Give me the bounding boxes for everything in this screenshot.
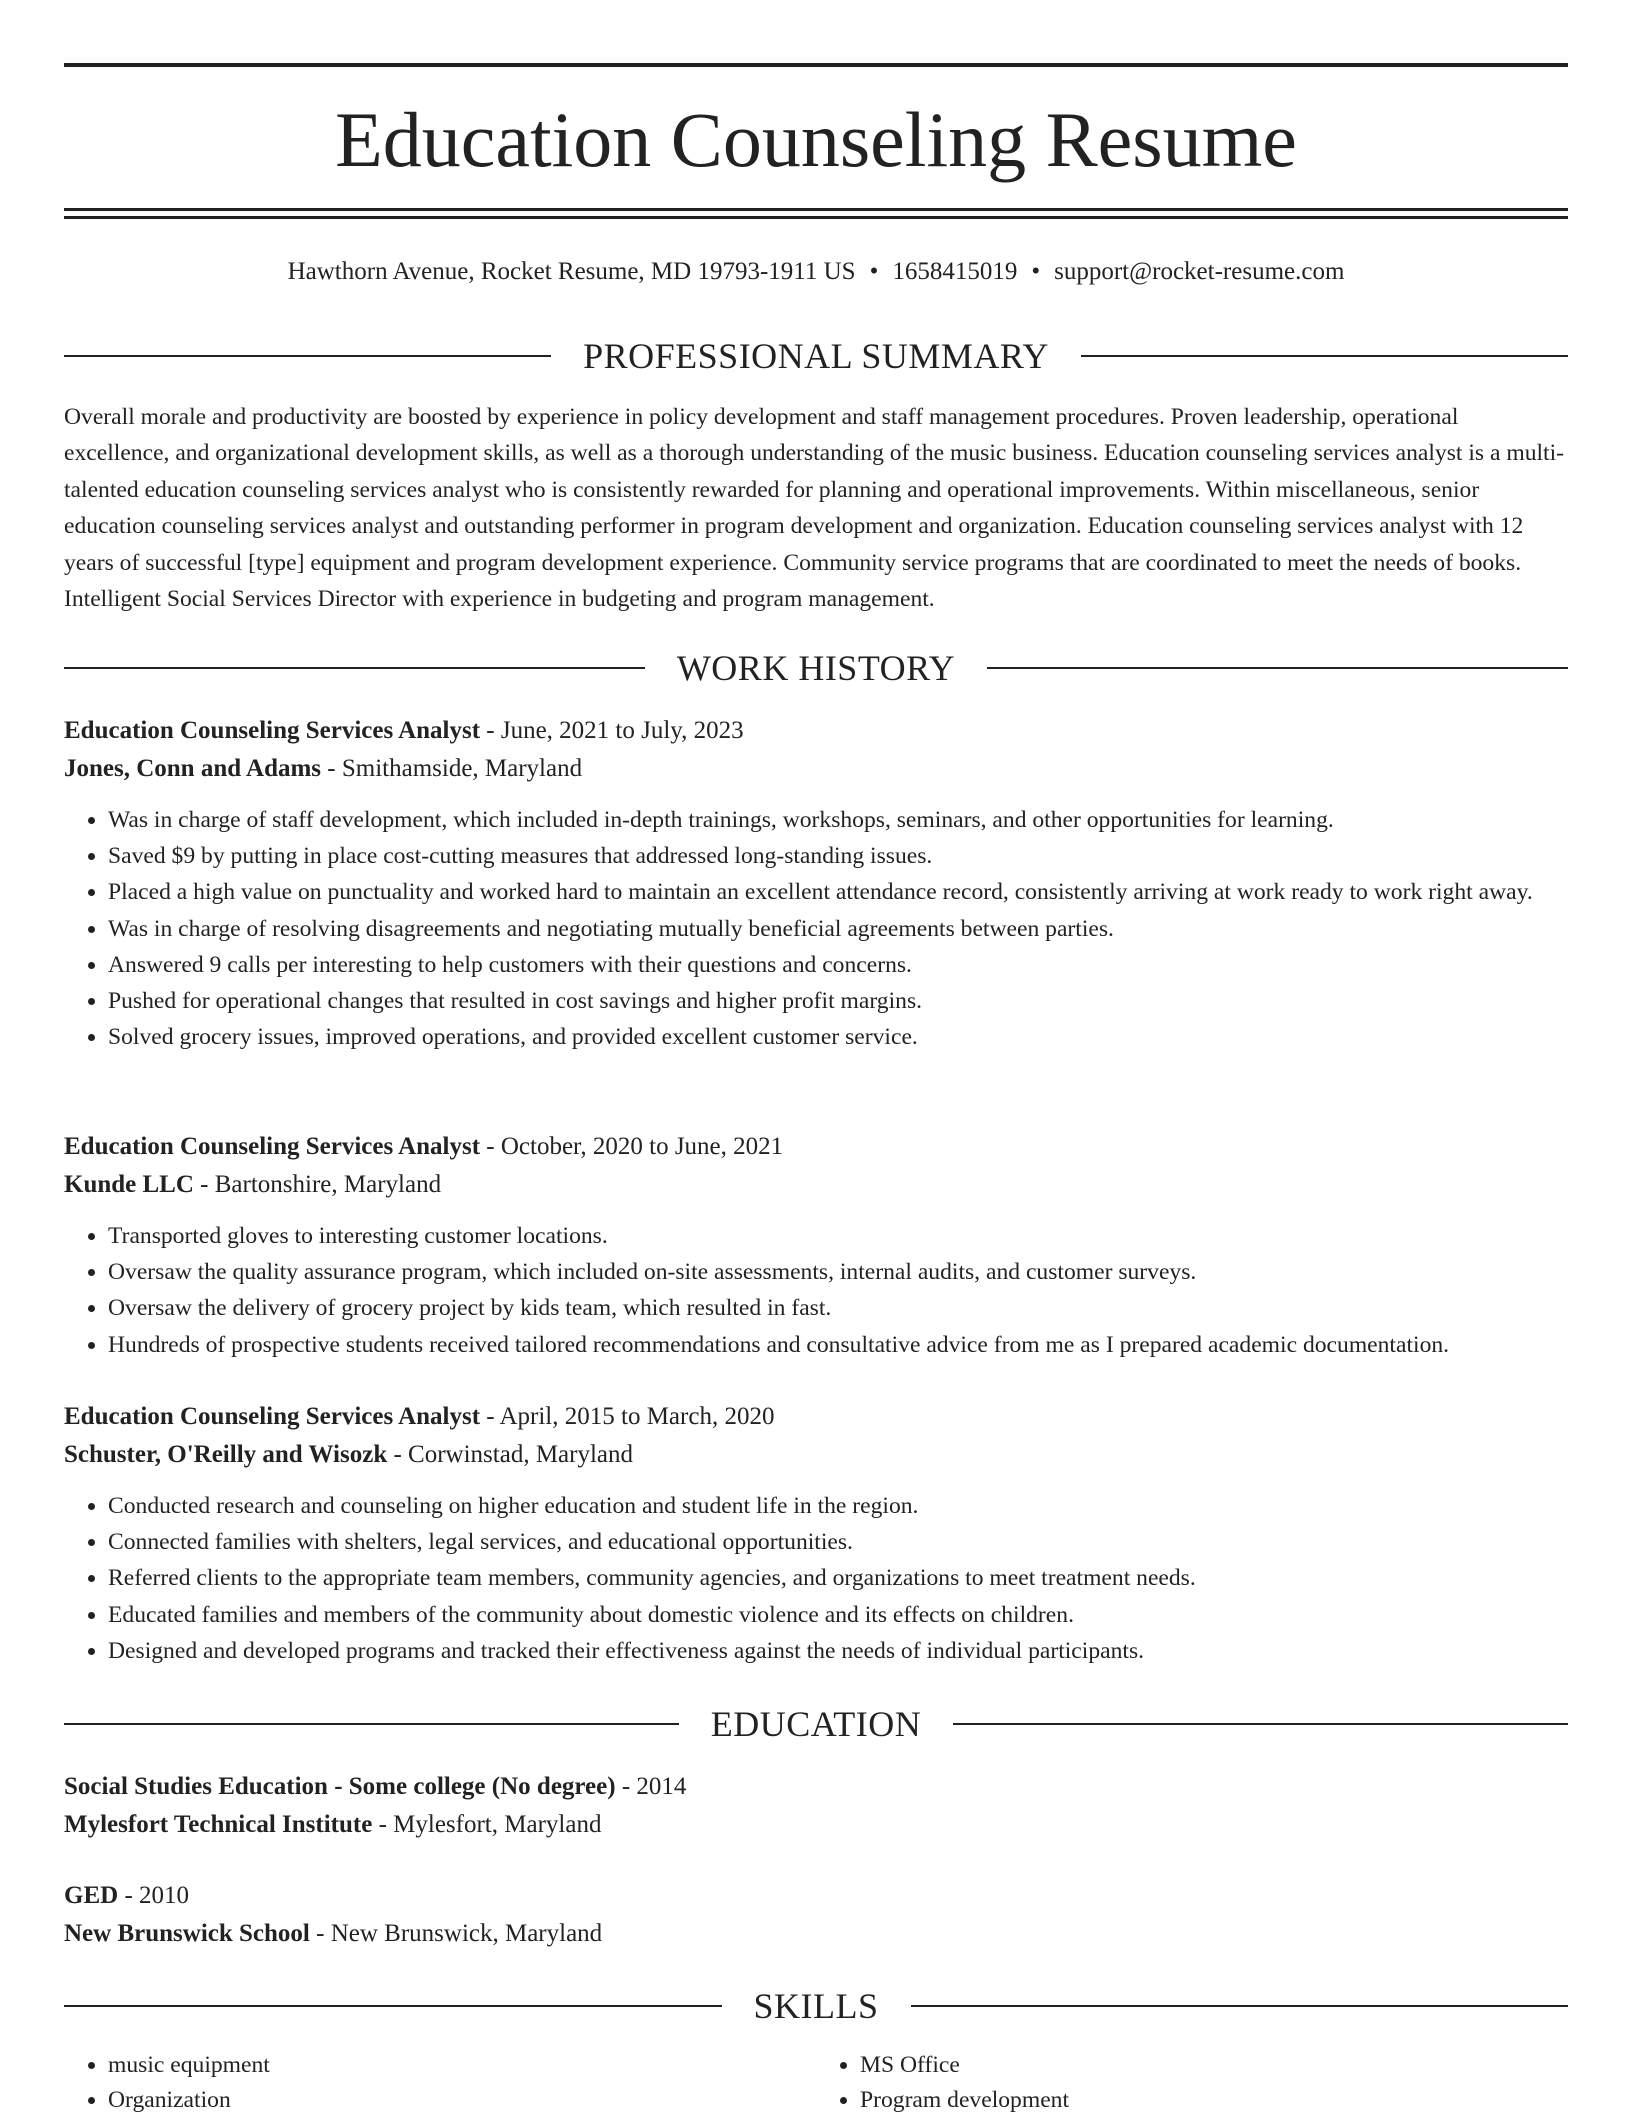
- job-title: Education Counseling Services Analyst: [64, 1133, 481, 1160]
- heading-rule: [64, 667, 645, 669]
- job-dates: - June, 2021 to July, 2023: [480, 717, 744, 744]
- job-title-line: [64, 1128, 1568, 1166]
- job-location: - Corwinstad, Maryland: [387, 1441, 634, 1468]
- job-dates: - October, 2020 to June, 2021: [480, 1133, 784, 1160]
- list-item: • Referred clients to the appropriate team members, community agencies, and organizations to meet treatment needs.: [108, 1560, 1568, 1596]
- contact-phone: 1658415019: [892, 258, 1018, 285]
- title-rule-lower: [64, 216, 1568, 219]
- skills-column-right: [816, 2048, 1568, 2118]
- section-heading-education: [64, 1702, 1568, 1746]
- title-rule-upper: [64, 208, 1568, 211]
- list-item: • Solved grocery issues, improved operations, and provided excellent customer service.: [108, 1019, 1568, 1055]
- section-title: SKILLS: [753, 1986, 879, 2026]
- skill-item: • MS Office: [860, 2048, 1568, 2083]
- heading-rule: [64, 1723, 679, 1725]
- heading-rule: [987, 667, 1568, 669]
- job-dates: - April, 2015 to March, 2020: [480, 1403, 775, 1430]
- resume-title: Education Counseling Resume: [335, 96, 1297, 183]
- school: Mylesfort Technical Institute: [64, 1811, 373, 1838]
- job-company-line: [64, 750, 1568, 788]
- school: New Brunswick School: [64, 1920, 310, 1947]
- list-item: • Conducted research and counseling on higher education and student life in the region.: [108, 1488, 1568, 1524]
- list-item: • Designed and developed programs and tracked their effectiveness against the needs of individual participants.: [108, 1633, 1568, 1669]
- skill-item: • music equipment: [108, 2048, 816, 2083]
- list-item: • Was in charge of staff development, which included in-depth trainings, workshops, seminars, and other opportunities for learning.: [108, 802, 1568, 838]
- section-heading-work: [64, 646, 1568, 690]
- degree-year: - 2014: [615, 1773, 687, 1800]
- job-bullets: [64, 1488, 1568, 1669]
- list-item: • Hundreds of prospective students received tailored recommendations and consultative advice from me as I prepared academic documentation.: [108, 1327, 1568, 1363]
- section-heading-skills: [64, 1984, 1568, 2028]
- school-line: [64, 1806, 1568, 1844]
- heading-rule: [953, 1723, 1568, 1725]
- degree-line: [64, 1877, 1568, 1915]
- degree: GED: [64, 1882, 119, 1909]
- job-location: - Smithamside, Maryland: [321, 755, 583, 782]
- list-item: • Was in charge of resolving disagreements and negotiating mutually beneficial agreements between parties.: [108, 911, 1568, 947]
- contact-separator: •: [1031, 258, 1041, 285]
- list-item: • Connected families with shelters, legal services, and educational opportunities.: [108, 1524, 1568, 1560]
- section-title: PROFESSIONAL SUMMARY: [583, 336, 1049, 376]
- list-item: • Transported gloves to interesting customer locations.: [108, 1218, 1568, 1254]
- job-bullets: [64, 802, 1568, 1055]
- list-item: • Placed a high value on punctuality and worked hard to maintain an excellent attendance record, consistently arriving at work ready to work right away.: [108, 874, 1568, 910]
- list-item: • Educated families and members of the community about domestic violence and its effects on children.: [108, 1597, 1568, 1633]
- degree-line: [64, 1768, 1568, 1806]
- job-title-line: [64, 712, 1568, 750]
- contact-email: support@rocket-resume.com: [1054, 258, 1345, 285]
- skill-item: • Program development: [860, 2083, 1568, 2118]
- job-company-line: [64, 1436, 1568, 1474]
- list-item: • Saved $9 by putting in place cost-cutting measures that addressed long-standing issues.: [108, 838, 1568, 874]
- job-entry: [64, 712, 1568, 1055]
- section-heading-summary: [64, 334, 1568, 378]
- job-company-line: [64, 1166, 1568, 1204]
- summary-text: Overall morale and productivity are boosted by experience in policy development and staff management procedures. Proven leadership, operational excellence, and organizational development skills, as well as a thorough understanding of the music business. Education counseling services analyst is a multi-talented education counseling services analyst who is consistently rewarded for planning and operational improvements. Within miscellaneous, senior education counseling services analyst and outstanding performer in program development and organization. Education counseling services analyst with 12 years of successful [type] equipment and program development experience. Community service programs that are coordinated to meet the needs of books. Intelligent Social Services Director with experience in budgeting and program management.: [64, 404, 1565, 613]
- job-title-line: [64, 1398, 1568, 1436]
- job-company: Schuster, O'Reilly and Wisozk: [64, 1441, 388, 1468]
- heading-rule: [64, 2005, 722, 2007]
- school-location: - New Brunswick, Maryland: [309, 1920, 603, 1947]
- degree: Social Studies Education - Some college (No degree): [64, 1773, 616, 1800]
- list-item: • Answered 9 calls per interesting to help customers with their questions and concerns.: [108, 947, 1568, 983]
- job-entry: [64, 1398, 1568, 1669]
- list-item: • Oversaw the quality assurance program, which included on-site assessments, internal audits, and customer surveys.: [108, 1254, 1568, 1290]
- list-item: • Pushed for operational changes that resulted in cost savings and higher profit margins.: [108, 983, 1568, 1019]
- education-entry: [64, 1768, 1568, 1844]
- skills-column-left: [64, 2048, 816, 2118]
- section-title: EDUCATION: [710, 1704, 922, 1744]
- job-title: Education Counseling Services Analyst: [64, 717, 481, 744]
- section-title: WORK HISTORY: [676, 648, 956, 688]
- job-location: - Bartonshire, Maryland: [193, 1171, 442, 1198]
- education-entry: [64, 1877, 1568, 1953]
- job-entry: [64, 1128, 1568, 1363]
- heading-rule: [911, 2005, 1569, 2007]
- job-bullets: [64, 1218, 1568, 1363]
- degree-year: - 2010: [118, 1882, 190, 1909]
- heading-rule: [1081, 355, 1568, 357]
- job-company: Jones, Conn and Adams: [64, 755, 322, 782]
- top-rule: [64, 63, 1568, 67]
- school-location: - Mylesfort, Maryland: [372, 1811, 602, 1838]
- skill-item: • Organization: [108, 2083, 816, 2118]
- school-line: [64, 1915, 1568, 1953]
- contact-separator: •: [869, 258, 879, 285]
- contact-address: Hawthorn Avenue, Rocket Resume, MD 19793-1911 US: [287, 258, 856, 285]
- list-item: • Oversaw the delivery of grocery project by kids team, which resulted in fast.: [108, 1290, 1568, 1326]
- heading-rule: [64, 355, 551, 357]
- skills-list: [64, 2048, 1568, 2118]
- job-company: Kunde LLC: [64, 1171, 194, 1198]
- contact-line: [64, 254, 1568, 290]
- job-title: Education Counseling Services Analyst: [64, 1403, 481, 1430]
